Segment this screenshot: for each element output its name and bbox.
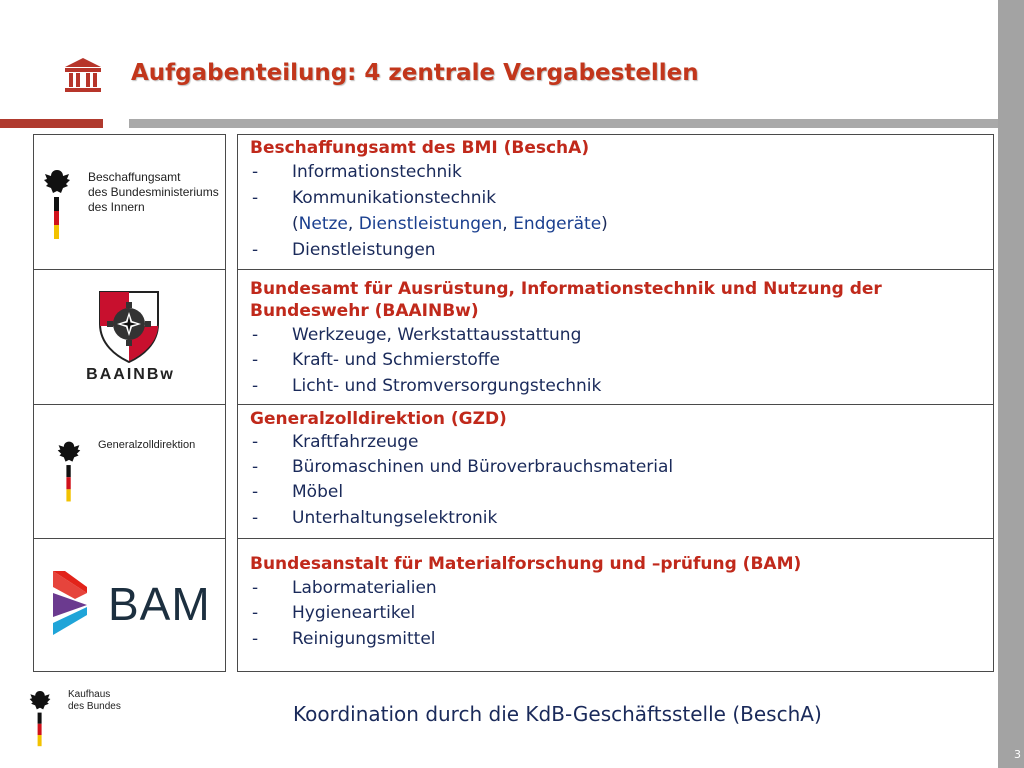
federal-eagle-icon (42, 167, 72, 243)
list-item: - Möbel (252, 482, 344, 502)
logo-box-bescha (33, 134, 226, 270)
title-rule-accent (0, 119, 103, 128)
list-item: - Reinigungsmittel (252, 629, 436, 649)
agency-heading: Bundesamt für Ausrüstung, Informationstechnik und Nutzung der Bundeswehr (BAAINBw) (250, 279, 882, 321)
agency-box-bescha (237, 134, 994, 270)
logo-line: des Bundes (68, 701, 121, 712)
logo-label: BAAINBw (86, 366, 175, 383)
kaufhaus-logo (28, 688, 128, 750)
logo-line: Kaufhaus (68, 689, 111, 700)
agency-heading: Generalzolldirektion (GZD) (250, 409, 507, 429)
baainbw-shield-icon (96, 288, 162, 364)
federal-eagle-icon (56, 437, 82, 507)
list-item: - Licht- und Stromversorgungstechnik (252, 376, 602, 396)
title-rule (129, 119, 998, 128)
list-item: - Werkzeuge, Werkstattausstattung (252, 325, 582, 345)
right-sidebar-bar (998, 0, 1024, 768)
federal-eagle-icon (28, 688, 52, 750)
list-item: - Labormaterialien (252, 578, 437, 598)
list-item: - Büromaschinen und Büroverbrauchsmaterial (252, 457, 674, 477)
page-title: Aufgabenteilung: 4 zentrale Vergabestellen (131, 60, 699, 86)
logo-line: Generalzolldirektion (98, 439, 196, 451)
list-item: - Informationstechnik (252, 162, 462, 182)
logo-line: des Innern (88, 200, 145, 214)
list-item: - Unterhaltungselektronik (252, 508, 498, 528)
list-item: - Kraftfahrzeuge (252, 432, 419, 452)
logo-line: des Bundesministeriums (88, 185, 219, 199)
agency-heading: Bundesanstalt für Materialforschung und –prüfung (BAM) (250, 554, 802, 574)
agency-box-bam (237, 538, 994, 672)
building-icon (62, 56, 104, 94)
page-number: 3 (1014, 748, 1021, 761)
logo-label: BAM (108, 578, 211, 630)
agency-box-gzd (237, 404, 994, 539)
list-item: - Kommunikationstechnik (252, 188, 497, 208)
list-item: - Kraft- und Schmierstoffe (252, 350, 500, 370)
logo-box-bam (33, 538, 226, 672)
coordination-note: Koordination durch die KdB-Geschäftsstelle (BeschA) (293, 702, 822, 726)
logo-line: Beschaffungsamt (88, 170, 181, 184)
agency-heading: Beschaffungsamt des BMI (BeschA) (250, 138, 590, 158)
bam-chevron-icon (51, 569, 91, 637)
logo-box-gzd (33, 404, 226, 539)
list-item: - Dienstleistungen (252, 240, 436, 260)
logo-box-baainbw (33, 269, 226, 405)
list-item: - Hygieneartikel (252, 603, 416, 623)
agency-box-baainbw (237, 269, 994, 405)
list-sub-note: (Netze, Dienstleistungen, Endgeräte) (292, 214, 608, 234)
